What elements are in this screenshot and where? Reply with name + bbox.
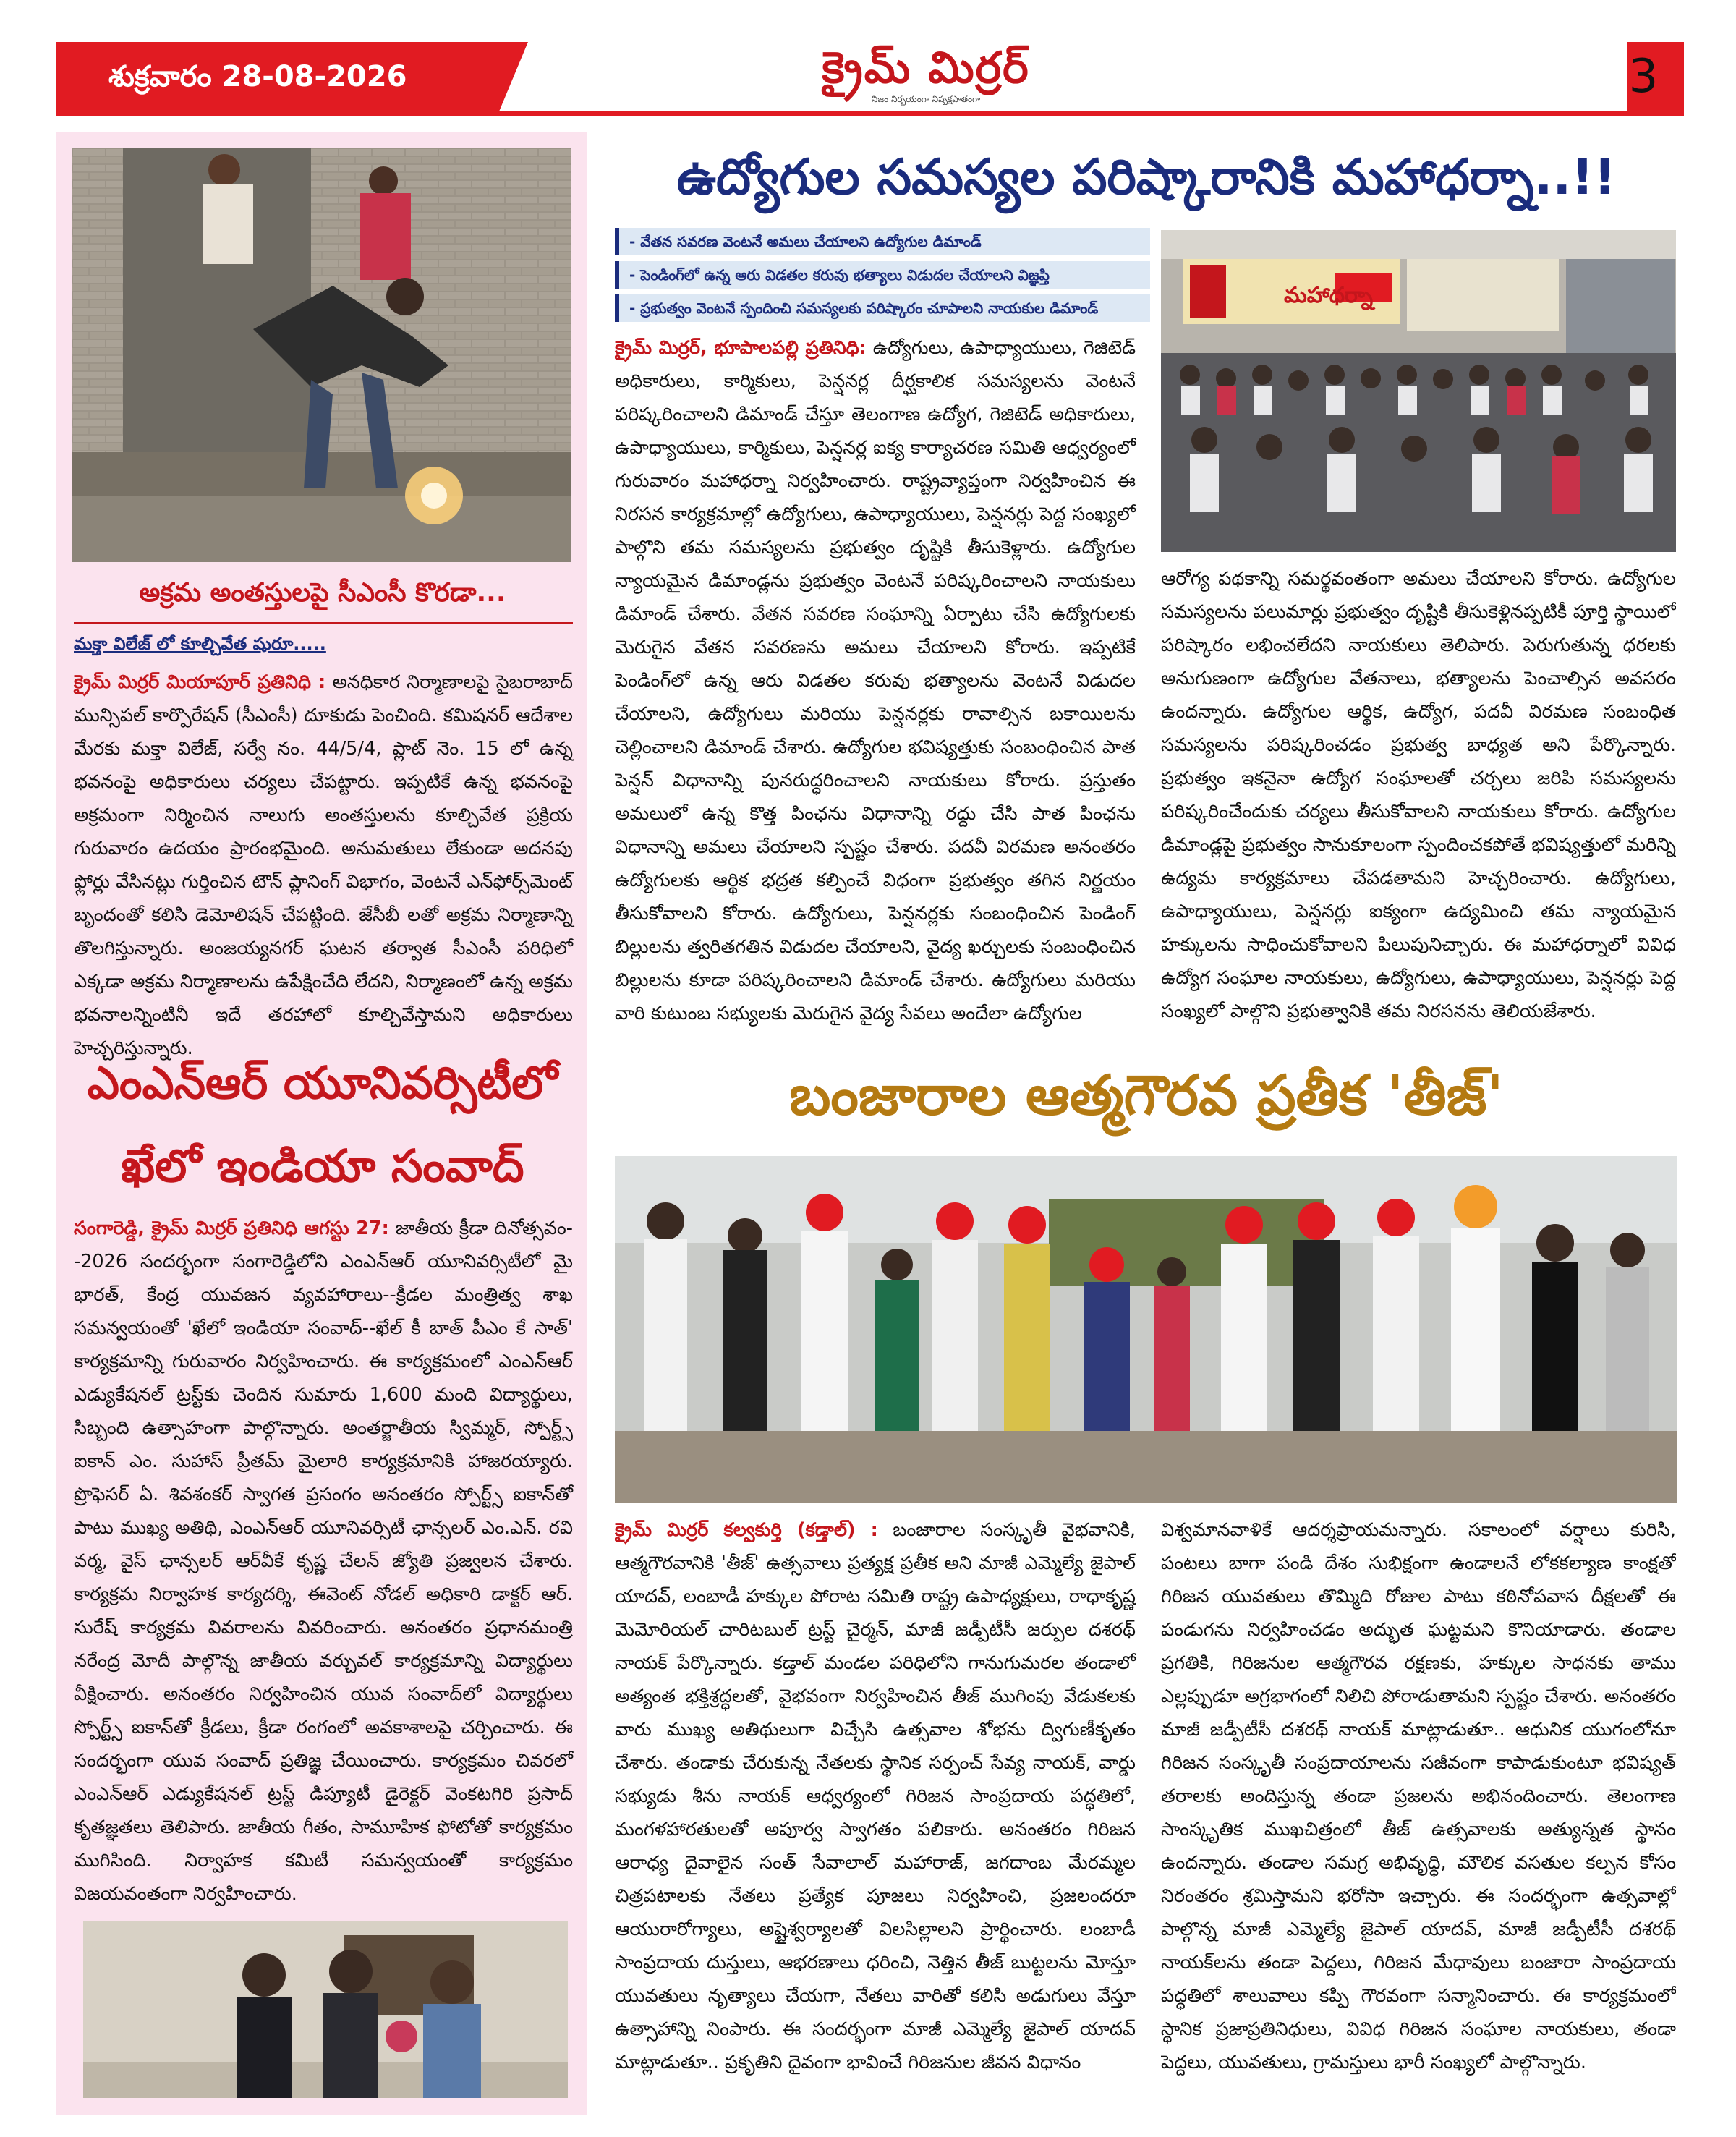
top-story-headline: ఉద్యోగుల సమస్యల పరిష్కారానికి మహాధర్నా..!! [676,149,1617,206]
story2-body-text: జాతీయ క్రీడా దినోత్సవం--2026 సందర్భంగా సంగారెడ్డిలోని ఎంఎన్ఆర్ యూనివర్సిటీలో మై భారత్, కేంద్ర యువజన వ్యవహారాలు--క్రీడల మంత్రిత్వ శాఖ సమన్వయంతో 'ఖేలో ఇండియా సంవాద్--ఖేల్ కీ బాత్ పీఎం కే సాత్' కార్యక్రమాన్ని గురువారం నిర్వహించారు. ఈ కార్యక్రమంలో ఎంఎన్ఆర్ ఎడ్యుకేషనల్ ట్రస్ట్‌కు చెందిన సుమారు 1,600 మంది విద్యార్థులు, సిబ్బంది ఉత్సాహంగా పాల్గొన్నారు. అంతర్జాతీయ స్విమ్మర్, స్పోర్ట్స్ ఐకాన్ ఎం. సుహాస్ ప్రీతమ్ మైలారి కార్యక్రమానికి హాజరయ్యారు. ప్రొఫెసర్ ఏ. శివశంకర్ స్వాగత ప్రసంగం అనంతరం స్పోర్ట్స్ ఐకాన్‌తో పాటు ముఖ్య అతిథి, ఎంఎన్ఆర్ యూనివర్సిటీ ఛాన్సలర్ ఎం.ఎన్. రవి వర్మ, వైస్ ఛాన్సలర్ ఆర్‌వీకే కృష్ణ చేలన్ జ్యోతి ప్రజ్వలన చేశారు. కార్యక్రమ నిర్వాహక కార్యదర్శి, ఈవెంట్ నోడల్ అధికారి డాక్టర్ ఆర్. సురేష్ కార్యక్రమ వివరాలను వివరించారు. అనంతరం ప్రధానమంత్రి నరేంద్ర మోదీ పాల్గొన్న జాతీయ వర్చువల్ కార్యక్రమాన్ని విద్యార్థులు వీక్షించారు. అనంతరం నిర్వహించిన యువ సంవాద్‌లో విద్యార్థులు స్పోర్ట్స్ ఐకాన్‌తో క్రీడలు, క్రీడా రంగంలో అవకాశాలపై చర్చించారు. ఈ సందర్భంగా యువ సంవాద్ ప్రతిజ్ఞ చేయించారు. కార్యక్రమం చివరలో ఎంఎన్ఆర్ ఎడ్యుకేషనల్ ట్రస్ట్ డిప్యూటీ డైరెక్టర్ వెంకటగిరి ప్రసాద్ కృతజ్ఞతలు తెలిపారు. జాతీయ గీతం, సామూహిక ఫోటోతో కార్యక్రమం ముగిసింది. నిర్వాహక కమిటీ సమన్వయంతో కార్యక్రమం విజయవంతంగా నిర్వహించారు. [74,1218,574,1905]
bottom-story-headline: బంజారాల ఆత్మగౌరవ ప్రతీక 'తీజ్' [789,1063,1504,1127]
banner-text: మహాధర్నా [1284,283,1373,308]
story1-dateline: క్రైమ్ మిర్రర్ మియాపూర్ ప్రతినిధి : [74,671,326,693]
top-story-col1-text: ఉద్యోగులు, ఉపాధ్యాయులు, గెజిటెడ్ అధికారులు, కార్మికులు, పెన్షనర్ల దీర్ఘకాలిక సమస్యలను వెంటనే పరిష్కరించాలని డిమాండ్ చేస్తూ తెలంగాణ ఉద్యోగ, గెజిటెడ్ అధికారులు, ఉపాధ్యాయులు, కార్మికులు, పెన్షనర్ల ఐక్య కార్యాచరణ సమితి ఆధ్వర్యంలో గురువారం మహాధర్నా నిర్వహించారు. రాష్ట్రవ్యాప్తంగా నిర్వహించిన ఈ నిరసన కార్యక్రమాల్లో ఉద్యోగులు, ఉపాధ్యాయులు, పెన్షనర్లు పెద్ద సంఖ్యలో పాల్గొని తమ సమస్యలను ప్రభుత్వం దృష్టికి తీసుకెళ్లారు. ఉద్యోగుల న్యాయమైన డిమాండ్లను ప్రభుత్వం వెంటనే పరిష్కరించాలని నాయకులు డిమాండ్ చేశారు. వేతన సవరణ సంఘాన్ని ఏర్పాటు చేసి ఉద్యోగులకు మెరుగైన వేతన సవరణను అమలు చేయాలని కోరారు. ఇప్పటికే పెండింగ్‌లో ఉన్న ఆరు విడతల కరువు భత్యాలను వెంటనే విడుదల చేయాలని, ఉద్యోగులు మరియు పెన్షనర్లకు రావాల్సిన బకాయిలను చెల్లించాలని డిమాండ్ చేశారు. ఉద్యోగుల భవిష్యత్తుకు సంబంధించిన పాత పెన్షన్ విధానాన్ని పునరుద్ధరించాలని నాయకులు కోరారు. ప్రస్తుతం అమలులో ఉన్న కొత్త పింఛను విధానాన్ని రద్దు చేసి పాత పింఛను విధానాన్ని అమలు చేయాలని స్పష్టం చేశారు. పదవీ విరమణ అనంతరం ఉద్యోగులకు ఆర్థిక భద్రత కల్పించే విధంగా ప్రభుత్వం తగిన నిర్ణయం తీసుకోవాలని కోరారు. ఉద్యోగులు, పెన్షనర్లకు సంబంధించిన పెండింగ్ బిల్లులను త్వరితగతిన విడుదల చేయాలని, వైద్య ఖర్చులకు సంబంధించిన బిల్లులను కూడా పరిష్కరించాలని డిమాండ్ చేశారు. ఉద్యోగులు మరియు వారి కుటుంబ సభ్యులకు మెరుగైన వైద్య సేవలు అందేలా ఉద్యోగుల [615,337,1136,1024]
story1-headline: అక్రమ అంతస్తులపై సీఎంసీ కొరడా... [139,578,506,608]
award-photo [83,1921,568,2098]
story1-body [74,666,573,1065]
story2-dateline: సంగారెడ్డి, క్రైమ్ మిర్రర్ ప్రతినిధి ఆగస్టు 27: [74,1218,389,1239]
top-story-bullet-2: - పెండింగ్‌లో ఉన్న ఆరు విడతల కరువు భత్యాలు విడుదల చేయాలని విజ్ఞప్తి [615,261,1150,289]
bottom-story-col1 [615,1513,1136,2099]
top-story-dateline: క్రైమ్ మిర్రర్, భూపాలపల్లి ప్రతినిధి: [615,337,867,359]
page-number: 3 [1628,50,1659,103]
story2-headline-line1: ఎంఎన్ఆర్ యూనివర్సిటీలో [87,1056,558,1109]
story1-subhead [74,631,326,657]
top-story-col2 [1161,562,1676,1061]
masthead-rule [56,111,1684,116]
top-story-bullet-3: - ప్రభుత్వం వెంటనే స్పందించి సమస్యలకు పరిష్కారం చూపాలని నాయకుల డిమాండ్ [615,294,1150,322]
newspaper-logo [760,42,1092,104]
issue-date: శుక్రవారం 28-08-2026 [109,60,407,93]
top-story-bullet-1: - వేతన సవరణ వెంటనే అమలు చేయాలని ఉద్యోగుల డిమాండ్ [615,228,1150,255]
bottom-story-col2 [1161,1513,1676,2099]
bottom-story-col2-text: విశ్వమానవాళికే ఆదర్శప్రాయమన్నారు. సకాలంలో వర్షాలు కురిసి, పంటలు బాగా పండి దేశం సుభిక్షంగా ఉండాలనే లోకకల్యాణ కాంక్షతో గిరిజన యువతులు తొమ్మిది రోజుల పాటు కఠినోపవాస దీక్షలతో ఈ పండుగను నిర్వహించడం అద్భుత ఘట్టమని కొనియాడారు. తండాల ప్రగతికి, గిరిజనుల ఆత్మగౌరవ రక్షణకు, హక్కుల సాధనకు తాము ఎల్లప్పుడూ అగ్రభాగంలో నిలిచి పోరాడుతామని స్పష్టం చేశారు. అనంతరం మాజీ జడ్పీటీసీ దశరథ్ నాయక్ మాట్లాడుతూ.. ఆధునిక యుగంలోనూ గిరిజన సంస్కృతీ సంప్రదాయాలను సజీవంగా కాపాడుకుంటూ భవిష్యత్ తరాలకు అందిస్తున్న తండా ప్రజలను అభినందించారు. తెలంగాణ సాంస్కృతిక ముఖచిత్రంలో తీజ్ ఉత్సవాలకు అత్యున్నత స్థానం ఉందన్నారు. తండాల సమగ్ర అభివృద్ధి, మౌలిక వసతుల కల్పన కోసం నిరంతరం శ్రమిస్తామని భరోసా ఇచ్చారు. ఈ సందర్భంగా ఉత్సవాల్లో పాల్గొన్న మాజీ ఎమ్మెల్యే జైపాల్ యాదవ్, మాజీ జడ్పీటీసీ దశరథ్ నాయక్‌లను తండా పెద్దలు, గిరిజన మేధావులు బంజారా సాంప్రదాయ పద్ధతిలో శాలువాలు కప్పి గౌరవంగా సన్మానించారు. ఈ కార్యక్రమంలో స్థానిక ప్రజాప్రతినిధులు, వివిధ గిరిజన సంఘాల నాయకులు, తండా పెద్దలు, యువతులు, గ్రామస్తులు భారీ సంఖ్యలో పాల్గొన్నారు. [1161,1519,1676,2073]
teej-festival-photo [615,1156,1677,1503]
bottom-story-dateline: క్రైమ్ మిర్రర్ కల్వకుర్తి (కడ్తాల్) : [615,1519,878,1541]
logo-tagline: నిజం నిర్భయంగా నిష్పక్షపాతంగా [871,94,981,104]
demolition-photo [72,148,571,562]
story1-body-text: అనధికార నిర్మాణాలపై సైబరాబాద్ మున్సిపల్ కార్పొరేషన్ (సీఎంసీ) దూకుడు పెంచింది. కమిషనర్ ఆదేశాల మేరకు మక్తా విలేజ్, సర్వే నం. 44/5/4, ప్లాట్ నెం. 15 లో ఉన్న భవనంపై అధికారులు చర్యలు చేపట్టారు. ఇప్పటికే ఉన్న భవనంపై అక్రమంగా నిర్మించిన నాలుగు అంతస్తులను కూల్చివేత ప్రక్రియ గురువారం ఉదయం ప్రారంభమైంది. అనుమతులు లేకుండా అదనపు ఫ్లోర్లు వేసినట్లు గుర్తించిన టౌన్ ప్లానింగ్ విభాగం, వెంటనే ఎన్‌ఫోర్స్‌మెంట్ బృందంతో కలిసి డెమోలిషన్ చేపట్టింది. జేసీబీ లతో అక్రమ నిర్మాణాన్ని తొలగిస్తున్నారు. అంజయ్యనగర్ ఘటన తర్వాత సీఎంసీ పరిధిలో ఎక్కడా అక్రమ నిర్మాణాలను ఉపేక్షించేది లేదని, నిర్మాణంలో ఉన్న అక్రమ భవనాలన్నింటినీ ఇదే తరహాలో కూల్చివేస్తామని అధికారులు హెచ్చరిస్తున్నారు. [74,671,573,1059]
bottom-story-col1-text: బంజారాల సంస్కృతీ వైభవానికి, ఆత్మగౌరవానికి 'తీజ్' ఉత్సవాలు ప్రత్యక్ష ప్రతీక అని మాజీ ఎమ్మెల్యే జైపాల్ యాదవ్, లంబాడీ హక్కుల పోరాట సమితి రాష్ట్ర ఉపాధ్యక్షులు, రాధాకృష్ణ మెమోరియల్ చారిటబుల్ ట్రస్ట్ చైర్మన్, మాజీ జడ్పీటీసీ జర్పుల దశరథ్ నాయక్ పేర్కొన్నారు. కడ్తాల్ మండల పరిధిలోని గానుగుమరల తండాలో అత్యంత భక్తిశ్రద్ధలతో, వైభవంగా నిర్వహించిన తీజ్ ముగింపు వేడుకలకు వారు ముఖ్య అతిథులుగా విచ్చేసి ఉత్సవాల శోభను ద్విగుణీకృతం చేశారు. తండాకు చేరుకున్న నేతలకు స్థానిక సర్పంచ్ సేవ్య నాయక్, వార్డు సభ్యుడు శీను నాయక్ ఆధ్వర్యంలో గిరిజన సాంప్రదాయ పద్ధతిలో, మంగళహారతులతో అపూర్వ స్వాగతం పలికారు. అనంతరం గిరిజన ఆరాధ్య దైవాలైన సంత్ సేవాలాల్ మహారాజ్, జగదాంబ మేరమ్మల చిత్రపటాలకు నేతలు ప్రత్యేక పూజలు నిర్వహించి, ప్రజలందరూ ఆయురారోగ్యాలు, అష్టైశ్వర్యాలతో విలసిల్లాలని ప్రార్థించారు. లంబాడీ సాంప్రదాయ దుస్తులు, ఆభరణాలు ధరించి, నెత్తిన తీజ్ బుట్టలను మోస్తూ యువతులు నృత్యాలు చేయగా, నేతలు వారితో కలిసి అడుగులు వేస్తూ ఉత్సాహాన్ని నింపారు. ఈ సందర్భంగా మాజీ ఎమ్మెల్యే జైపాల్ యాదవ్ మాట్లాడుతూ.. ప్రకృతిని దైవంగా భావించే గిరిజనుల జీవన విధానం [615,1519,1136,2073]
story2-headline-line2: ఖేలో ఇండియా సంవాద్ [121,1139,524,1192]
top-story-col2-text: ఆరోగ్య పథకాన్ని సమర్థవంతంగా అమలు చేయాలని కోరారు. ఉద్యోగుల సమస్యలను పలుమార్లు ప్రభుత్వం దృష్టికి తీసుకెళ్లినప్పటికీ పూర్తి స్థాయిలో పరిష్కారం లభించలేదని నాయకులు తెలిపారు. పెరుగుతున్న ధరలకు అనుగుణంగా ఉద్యోగుల వేతనాలు, భత్యాలను పెంచాల్సిన అవసరం ఉందన్నారు. ఉద్యోగుల ఆర్థిక, ఉద్యోగ, పదవీ విరమణ సంబంధిత సమస్యలను పరిష్కరించడం ప్రభుత్వ బాధ్యత అని పేర్కొన్నారు. ప్రభుత్వం ఇకనైనా ఉద్యోగ సంఘాలతో చర్చలు జరిపి సమస్యలను పరిష్కరించేందుకు చర్యలు తీసుకోవాలని నాయకులు కోరారు. ఉద్యోగుల డిమాండ్లపై ప్రభుత్వం సానుకూలంగా స్పందించకపోతే భవిష్యత్తులో మరిన్ని ఉద్యమ కార్యక్రమాలు చేపడతామని హెచ్చరించారు. ఉద్యోగులు, ఉపాధ్యాయులు, పెన్షనర్లు ఐక్యంగా ఉద్యమించి తమ న్యాయమైన హక్కులను సాధించుకోవాలని పిలుపునిచ్చారు. ఈ మహాధర్నాలో వివిధ ఉద్యోగ సంఘాల నాయకులు, ఉద్యోగులు, ఉపాధ్యాయులు, పెన్షనర్లు పెద్ద సంఖ్యలో పాల్గొని ప్రభుత్వానికి తమ నిరసనను తెలియజేశారు. [1161,568,1676,1022]
mahadharna-photo [1161,230,1676,552]
story2-body [74,1212,573,1911]
logo-text: క్రైమ్ మిర్రర్ [822,43,1030,93]
story1-subhead-text: మక్తా విలేజ్ లో కూల్చివేత షురూ..... [74,634,326,654]
top-story-col1 [615,331,1136,1055]
story1-divider [74,622,573,624]
